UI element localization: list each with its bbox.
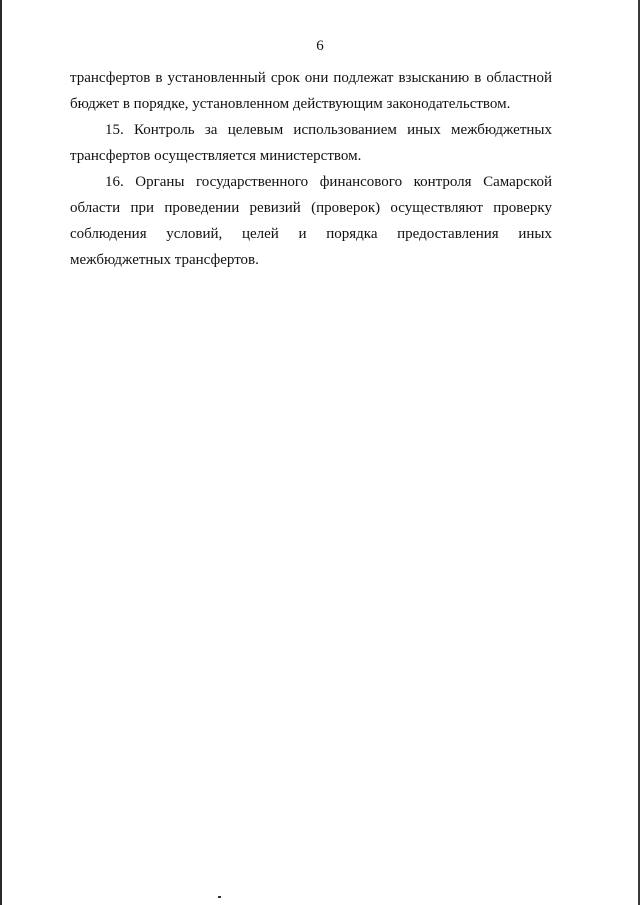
- document-body: [70, 65, 552, 273]
- text-line: 15. Контроль за целевым использованием иных межбюджетных: [105, 122, 552, 138]
- text-line: трансфертов осуществляется министерством.: [70, 148, 362, 164]
- page-number: 6: [316, 38, 324, 54]
- paragraph-15: [70, 117, 552, 169]
- scan-edge-left: [0, 0, 2, 905]
- paragraph-continuation: [70, 65, 552, 117]
- paragraph-16: [70, 169, 552, 273]
- text-line: области при проведении ревизий (проверок) осуществляют проверку: [70, 200, 552, 216]
- scan-mark: [218, 896, 221, 898]
- text-line: соблюдения условий, целей и порядка предоставления иных: [70, 226, 552, 242]
- text-line: бюджет в порядке, установленном действующим законодательством.: [70, 96, 511, 112]
- text-line: межбюджетных трансфертов.: [70, 252, 259, 268]
- text-line: 16. Органы государственного финансового контроля Самарской: [105, 174, 552, 190]
- text-line: трансфертов в установленный срок они подлежат взысканию в областной: [70, 70, 552, 86]
